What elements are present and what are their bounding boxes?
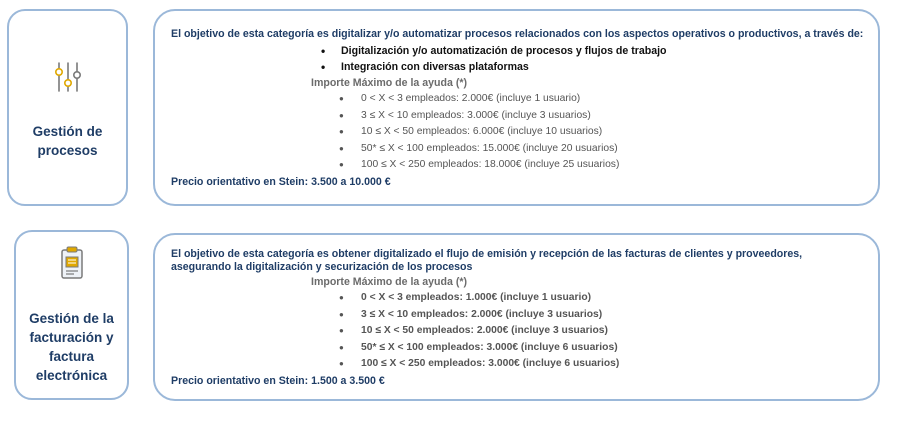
- price-estimate: Precio orientativo en Stein: 3.500 a 10.000 €: [171, 175, 391, 188]
- list-item: • Digitalización y/o automatización de procesos y flujos de trabajo: [171, 43, 864, 59]
- category-intro: El objetivo de esta categoría es obtener digitalizado el flujo de emisión y recepción de las facturas de clientes y proveedores, asegurando la digitalización y securización de los procesos: [171, 248, 803, 273]
- aid-list: [171, 91, 864, 174]
- category-description-card: [153, 233, 880, 401]
- aid-title: Importe Máximo de la ayuda (*): [311, 276, 467, 288]
- aid-title: Importe Máximo de la ayuda (*): [311, 77, 467, 89]
- category-title: Gestión de procesos: [32, 124, 103, 158]
- list-item: ● 0 < X < 3 empleados: 2.000€ (incluye 1 usuario): [171, 91, 864, 108]
- category-title: Gestión de la facturación y factura electrónica: [29, 311, 114, 383]
- list-item: • Integración con diversas plataformas: [171, 59, 864, 75]
- list-item: ● 100 ≤ X < 250 empleados: 18.000€ (incluye 25 usuarios): [171, 157, 864, 174]
- category-intro: El objetivo de esta categoría es digitalizar y/o automatizar procesos relacionados con los aspectos operativos o productivos, a través de:: [171, 28, 864, 40]
- list-item: ● 50* ≤ X < 100 empleados: 3.000€ (incluye 6 usuarios): [171, 340, 864, 357]
- category-card-invoicing: [14, 230, 129, 400]
- list-item: ● 50* ≤ X < 100 empleados: 15.000€ (incluye 20 usuarios): [171, 141, 864, 158]
- feature-list: [171, 43, 864, 75]
- aid-list: [171, 290, 864, 373]
- list-item: ● 3 ≤ X < 10 empleados: 3.000€ (incluye 3 usuarios): [171, 108, 864, 125]
- list-item: ● 3 ≤ X < 10 empleados: 2.000€ (incluye 3 usuarios): [171, 307, 864, 324]
- category-description-card: [153, 9, 880, 206]
- list-item: ● 10 ≤ X < 50 empleados: 6.000€ (incluye 10 usuarios): [171, 124, 864, 141]
- price-estimate: Precio orientativo en Stein: 1.500 a 3.500 €: [171, 374, 385, 387]
- list-item: ● 0 < X < 3 empleados: 1.000€ (incluye 1 usuario): [171, 290, 864, 307]
- list-item: ● 10 ≤ X < 50 empleados: 2.000€ (incluye 3 usuarios): [171, 323, 864, 340]
- invoice-icon: [60, 246, 84, 285]
- category-card-process-management: [7, 9, 128, 206]
- list-item: ● 100 ≤ X < 250 empleados: 3.000€ (incluye 6 usuarios): [171, 356, 864, 373]
- sliders-icon: [54, 61, 82, 98]
